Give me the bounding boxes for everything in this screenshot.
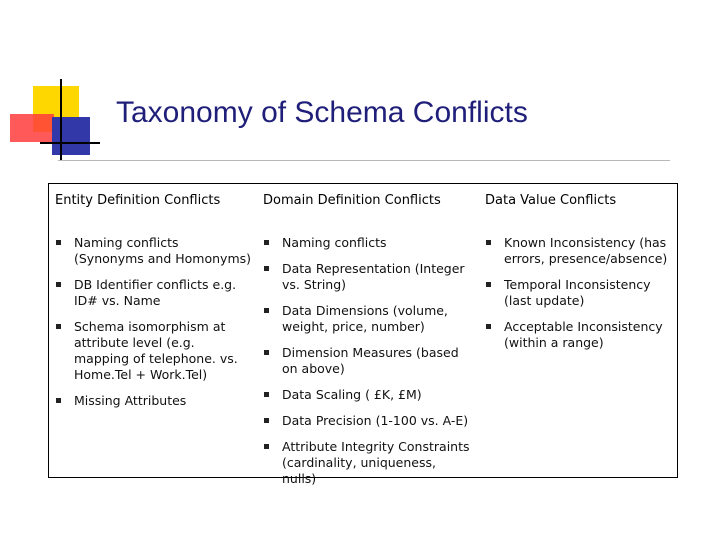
square-bullet-icon — [486, 240, 491, 245]
list-item: Acceptable Inconsistency (within a range) — [485, 319, 675, 351]
square-bullet-icon — [486, 324, 491, 329]
list-item: Data Scaling ( £K, £M) — [263, 387, 473, 403]
square-bullet-icon — [486, 282, 491, 287]
bullet-list — [485, 235, 675, 351]
square-bullet-icon — [56, 398, 61, 403]
column-heading: Data Value Conflicts — [485, 193, 617, 208]
square-bullet-icon — [264, 308, 269, 313]
square-bullet-icon — [264, 418, 269, 423]
list-item: DB Identifier conflicts e.g. ID# vs. Name — [55, 277, 251, 309]
square-bullet-icon — [264, 444, 269, 449]
column-heading: Entity Definition Conflicts — [55, 193, 221, 208]
logo-blue-square — [52, 117, 90, 155]
slide-logo — [0, 0, 110, 170]
column-heading: Domain Definition Conflicts — [263, 193, 441, 208]
title-divider — [58, 160, 670, 161]
list-item: Temporal Inconsistency (last update) — [485, 277, 675, 309]
list-item: Schema isomorphism at attribute level (e.g. mapping of telephone. vs. Home.Tel + Work.Tel) — [55, 319, 251, 383]
square-bullet-icon — [264, 240, 269, 245]
bullet-list — [55, 235, 251, 409]
square-bullet-icon — [56, 240, 61, 245]
bullet-list — [263, 235, 473, 487]
conflicts-table — [48, 183, 678, 486]
list-item: Attribute Integrity Constraints (cardinality, uniqueness, nulls) — [263, 439, 473, 487]
list-item: Data Representation (Integer vs. String) — [263, 261, 473, 293]
column-entity-definition — [55, 184, 251, 419]
square-bullet-icon — [56, 324, 61, 329]
logo-horizontal-line — [40, 142, 100, 144]
list-item: Data Precision (1-100 vs. A-E) — [263, 413, 473, 429]
column-data-value — [485, 184, 675, 361]
logo-red-bar — [10, 114, 54, 142]
list-item: Known Inconsistency (has errors, presence/absence) — [485, 235, 675, 267]
square-bullet-icon — [264, 266, 269, 271]
square-bullet-icon — [264, 350, 269, 355]
list-item: Data Dimensions (volume, weight, price, number) — [263, 303, 473, 335]
square-bullet-icon — [264, 392, 269, 397]
list-item: Naming conflicts — [263, 235, 473, 251]
square-bullet-icon — [56, 282, 61, 287]
slide-title: Taxonomy of Schema Conflicts — [116, 96, 528, 129]
column-domain-definition — [263, 184, 473, 497]
list-item: Missing Attributes — [55, 393, 251, 409]
logo-vertical-line — [60, 79, 62, 160]
list-item: Dimension Measures (based on above) — [263, 345, 473, 377]
list-item: Naming conflicts (Synonyms and Homonyms) — [55, 235, 251, 267]
